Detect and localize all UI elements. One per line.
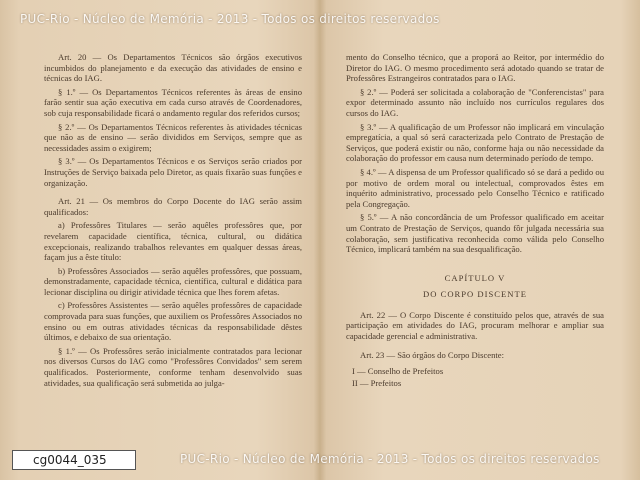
chapter-title: DO CORPO DISCENTE	[423, 289, 527, 300]
art21-par2: § 2.º — Poderá ser solicitada a colaboração de "Conferencistas" para expor determinado assunto não incluído nos currículos regulares dos cursos do IAG.	[346, 86, 604, 118]
watermark-bottom: PUC-Rio - Núcleo de Memória - 2013 - Todos os direitos reservados	[180, 452, 600, 466]
continuation: mento do Conselho técnico, que a proporá ao Reitor, por intermédio do Diretor do IAG. O mesmo procedimento será adotado quando se tratar de Professôres Estrangeiros contratados para o IAG.	[346, 52, 604, 84]
right-page	[346, 52, 604, 389]
art21-par5: § 5.º — A não concordância de um Professor qualificado em aceitar um Contrato de Prestação de Serviços, quando fôr julgada necessária sua colaboração, sem justificativa reconhecida como válida pelo Conselho Técnico, implicará também na sua desqualificação.	[346, 212, 604, 255]
chapter-heading: CAPÍTULO V	[444, 272, 506, 283]
catalog-label: cg0044_035	[12, 450, 136, 470]
organ-item: II — Prefeitos	[352, 377, 402, 388]
art21-item-b: b) Professôres Associados — serão aquêles professôres, que possuam, demonstradamente, capacidade técnica, científica, cultural e didática para lecionar disciplina ou dirigir atividade técnica que lhes forem afetas.	[44, 265, 302, 297]
art21-par3: § 3.º — A qualificação de um Professor não implicará em vinculação empregatícia, a qual só será caracterizada pelo Contrato de Prestação de Serviços, que poderá existir ou não, conforme haja ou não necessidade da colaboração do professor em causa num determinado período de tempo.	[346, 121, 604, 164]
art22: Art. 22 — O Corpo Discente é constituído pelos que, através de sua participação em atividades do IAG, procuram melhorar e ampliar sua capacidade gerencial e administrativa.	[346, 309, 604, 342]
art23: Art. 23 — São órgãos do Corpo Discente:	[360, 349, 505, 360]
art21-par1: § 1.º — Os Professôres serão inicialmente contratados para lecionar nos diversos Cursos do IAG como "Professôres Convidados" sem serem qualificados. Posteriormente, conforme tenham desenvolvido suas atividades, sua qualificação será submetida ao julga-	[44, 345, 302, 388]
organ-item: I — Conselho de Prefeitos	[352, 366, 444, 377]
watermark-top: PUC-Rio - Núcleo de Memória - 2013 - Todos os direitos reservados	[20, 12, 440, 26]
art20-par3: § 3.º — Os Departamentos Técnicos e os Serviços serão criados por Instruções de Serviço baixada pelo Diretor, as quais fixarão suas funções e organização.	[44, 156, 302, 188]
art20: Art. 20 — Os Departamentos Técnicos são órgãos executivos incumbidos do planejamento e da execução das atividades de ensino e técnicas do IAG.	[44, 52, 302, 84]
art21-par4: § 4.º — A dispensa de um Professor qualificado só se dará a pedido ou por motivo de ordem moral ou intelectual, comprovados êstes em inquérito administrativo, processado pelo Conselho Técnico e ratificado pela Congregação.	[346, 166, 604, 209]
organs-list	[346, 366, 604, 388]
art21: Art. 21 — Os membros do Corpo Docente do IAG serão assim qualificados:	[44, 196, 302, 217]
art21-item-a: a) Professôres Titulares — serão aquêles professôres que, por revelarem capacidade científica, técnica, cultural, ou didática excepcionais, realizando trabalhos relevantes em qualquer dessas áreas, façam jus a êste título:	[44, 220, 302, 263]
left-page	[44, 52, 302, 391]
art21-item-c: c) Professôres Assistentes — serão aquêles professôres de capacidade comprovada para suas funções, que auxiliem os Professôres Associados no ensino ou em outras atividades técnicas da responsabilidade dêstes últimos, e debaixo de sua orientação.	[44, 300, 302, 343]
art20-par2: § 2.º — Os Departamentos Técnicos referentes às atividades técnicas que não as de ensino — serão divididos em Serviços, sempre que as necessidades assim o exigirem;	[44, 121, 302, 153]
art20-par1: § 1.º — Os Departamentos Técnicos referentes às áreas de ensino farão sentir sua ação executiva em cada curso através de Coordenadores, sob cuja responsabilidade ficará o andamento regular dos referidos cursos;	[44, 86, 302, 118]
